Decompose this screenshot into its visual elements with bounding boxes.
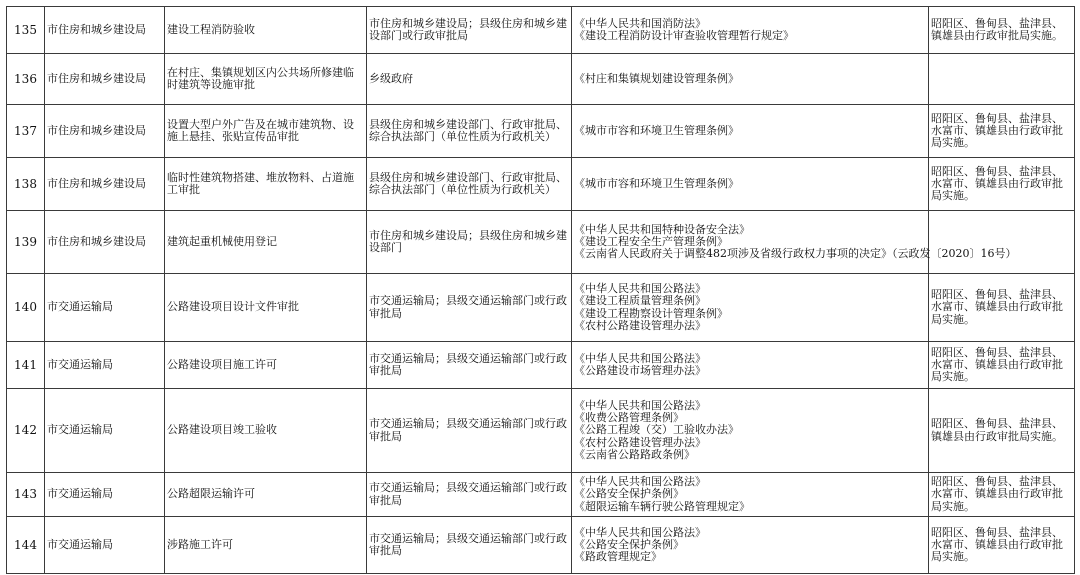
item-name-cell: 临时性建筑物搭建、堆放物料、占道施工审批: [165, 158, 367, 211]
remarks-cell: 昭阳区、鲁甸县、盐津县、水富市、镇雄县由行政审批局实施。: [929, 274, 1075, 342]
legal-basis-cell: [572, 105, 929, 158]
law-reference: 《公路安全保护条例》: [574, 537, 684, 551]
law-reference: 《农村公路建设管理办法》: [574, 318, 706, 332]
department-cell: 市住房和城乡建设局: [45, 54, 165, 105]
department-cell: 市住房和城乡建设局: [45, 105, 165, 158]
remarks-cell: [929, 211, 1075, 274]
department-cell: 市交通运输局: [45, 517, 165, 574]
table-body: [7, 7, 1075, 574]
remarks-cell: 昭阳区、鲁甸县、盐津县、水富市、镇雄县由行政审批局实施。: [929, 158, 1075, 211]
item-number-cell: 141: [7, 342, 45, 389]
law-reference: 《云南省公路路政条例》: [574, 447, 695, 461]
implementing-authority-cell: 县级住房和城乡建设部门、行政审批局、综合执法部门（单位性质为行政机关）: [367, 158, 572, 211]
approval-items-table: [6, 6, 1075, 574]
department-cell: 市交通运输局: [45, 274, 165, 342]
remarks-cell: 昭阳区、鲁甸县、盐津县、水富市、镇雄县由行政审批局实施。: [929, 105, 1075, 158]
item-name-cell: 公路建设项目施工许可: [165, 342, 367, 389]
legal-basis-cell: [572, 473, 929, 517]
law-reference: 《建设工程质量管理条例》: [574, 294, 706, 308]
legal-basis-cell: [572, 158, 929, 211]
legal-basis-cell: [572, 517, 929, 574]
department-cell: 市交通运输局: [45, 342, 165, 389]
table-row: [7, 517, 1075, 574]
implementing-authority-cell: 县级住房和城乡建设部门、行政审批局、综合执法部门（单位性质为行政机关）: [367, 105, 572, 158]
legal-basis-cell: [572, 389, 929, 473]
legal-basis-cell: [572, 274, 929, 342]
law-reference: 《城市市容和环境卫生管理条例》: [574, 123, 739, 137]
law-reference: 《中华人民共和国公路法》: [574, 475, 706, 489]
remarks-cell: 昭阳区、鲁甸县、盐津县、水富市、镇雄县由行政审批局实施。: [929, 473, 1075, 517]
department-cell: 市住房和城乡建设局: [45, 158, 165, 211]
item-number-cell: 143: [7, 473, 45, 517]
department-cell: 市交通运输局: [45, 473, 165, 517]
law-reference: 《中华人民共和国公路法》: [574, 282, 706, 296]
law-reference: 《农村公路建设管理办法》: [574, 435, 706, 449]
law-reference: 《中华人民共和国公路法》: [574, 525, 706, 539]
item-number-cell: 135: [7, 7, 45, 54]
item-number-cell: 136: [7, 54, 45, 105]
legal-basis-cell: [572, 342, 929, 389]
item-name-cell: 建设工程消防验收: [165, 7, 367, 54]
item-number-cell: 137: [7, 105, 45, 158]
law-reference: 《中华人民共和国公路法》: [574, 398, 706, 412]
legal-basis-cell: [572, 54, 929, 105]
remarks-cell: 昭阳区、鲁甸县、盐津县、镇雄县由行政审批局实施。: [929, 389, 1075, 473]
legal-basis-cell: [572, 7, 929, 54]
law-reference: 《建设工程安全生产管理条例》: [574, 234, 728, 248]
law-reference: 《村庄和集镇规划建设管理条例》: [574, 71, 739, 85]
table-row: [7, 158, 1075, 211]
law-reference: 《建设工程勘察设计管理条例》: [574, 306, 728, 320]
law-reference: 《路政管理规定》: [574, 550, 662, 564]
item-name-cell: 公路建设项目设计文件审批: [165, 274, 367, 342]
item-name-cell: 在村庄、集镇规划区内公共场所修建临时建筑等设施审批: [165, 54, 367, 105]
law-reference: 《建设工程消防设计审查验收管理暂行规定》: [574, 29, 794, 42]
remarks-cell: 昭阳区、鲁甸县、盐津县、水富市、镇雄县由行政审批局实施。: [929, 517, 1075, 574]
table-row: [7, 7, 1075, 54]
law-reference: 《收费公路管理条例》: [574, 411, 684, 425]
item-number-cell: 139: [7, 211, 45, 274]
table-row: [7, 473, 1075, 517]
law-reference: 《中华人民共和国特种设备安全法》: [574, 222, 750, 236]
item-name-cell: 公路建设项目竣工验收: [165, 389, 367, 473]
item-number-cell: 140: [7, 274, 45, 342]
remarks-cell: 昭阳区、鲁甸县、盐津县、水富市、镇雄县由行政审批局实施。: [929, 342, 1075, 389]
remarks-cell: 昭阳区、鲁甸县、盐津县、镇雄县由行政审批局实施。: [929, 7, 1075, 54]
implementing-authority-cell: 乡级政府: [367, 54, 572, 105]
implementing-authority-cell: 市交通运输局；县级交通运输部门或行政审批局: [367, 517, 572, 574]
item-name-cell: 建筑起重机械使用登记: [165, 211, 367, 274]
table-row: [7, 342, 1075, 389]
law-reference: 《城市市容和环境卫生管理条例》: [574, 176, 739, 190]
table-row: [7, 274, 1075, 342]
law-reference: 《超限运输车辆行驶公路管理规定》: [574, 499, 750, 513]
remarks-cell: [929, 54, 1075, 105]
law-reference: 《公路安全保护条例》: [574, 487, 684, 501]
implementing-authority-cell: 市住房和城乡建设局；县级住房和城乡建设部门: [367, 211, 572, 274]
implementing-authority-cell: 市交通运输局；县级交通运输部门或行政审批局: [367, 389, 572, 473]
law-reference: 《中华人民共和国公路法》: [574, 351, 706, 365]
item-name-cell: 涉路施工许可: [165, 517, 367, 574]
item-number-cell: 138: [7, 158, 45, 211]
department-cell: 市住房和城乡建设局: [45, 7, 165, 54]
implementing-authority-cell: 市交通运输局；县级交通运输部门或行政审批局: [367, 473, 572, 517]
item-name-cell: 公路超限运输许可: [165, 473, 367, 517]
table-row: [7, 389, 1075, 473]
legal-basis-cell: [572, 211, 1017, 274]
item-number-cell: 142: [7, 389, 45, 473]
implementing-authority-cell: 市住房和城乡建设局；县级住房和城乡建设部门或行政审批局: [367, 7, 572, 54]
implementing-authority-cell: 市交通运输局；县级交通运输部门或行政审批局: [367, 342, 572, 389]
law-reference: 《公路建设市场管理办法》: [574, 364, 706, 377]
item-number-cell: 144: [7, 517, 45, 574]
table-row: [7, 54, 1075, 105]
department-cell: 市住房和城乡建设局: [45, 211, 165, 274]
law-reference: 《公路工程竣（交）工验收办法》: [574, 423, 739, 437]
item-name-cell: 设置大型户外广告及在城市建筑物、设施上悬挂、张贴宣传品审批: [165, 105, 367, 158]
implementing-authority-cell: 市交通运输局；县级交通运输部门或行政审批局: [367, 274, 572, 342]
law-reference: 《云南省人民政府关于调整482项涉及省级行政权力事项的决定》（云政发〔2020〕16号）: [574, 247, 1017, 261]
table-row: [7, 105, 1075, 158]
department-cell: 市交通运输局: [45, 389, 165, 473]
law-reference: 《中华人民共和国消防法》: [574, 16, 706, 30]
table-row: [7, 211, 1075, 274]
